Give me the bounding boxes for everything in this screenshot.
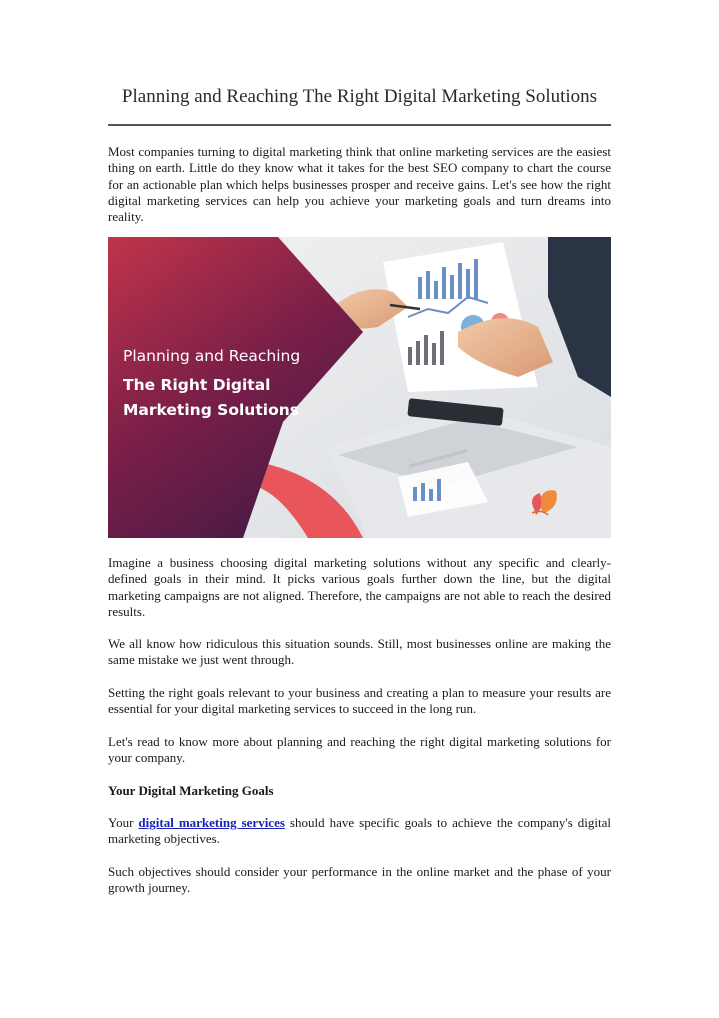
paragraph-read-more: Let's read to know more about planning and reaching the right digital marketing solutions for your company.	[108, 734, 611, 766]
paragraph-ridiculous: We all know how ridiculous this situation sounds. Still, most businesses online are making the same mistake we just went through.	[108, 636, 611, 668]
hero-title-line2: The Right Digital	[123, 376, 271, 394]
paragraph-text-after: should have specific goals to achieve the company's digital marketing objectives.	[108, 815, 611, 847]
digital-marketing-services-link[interactable]: digital marketing services	[138, 815, 285, 830]
hero-image	[108, 237, 611, 538]
paragraph-objectives: Such objectives should consider your performance in the online market and the phase of your growth journey.	[108, 864, 611, 896]
section-heading: Your Digital Marketing Goals	[108, 783, 274, 798]
paragraph-imagine: Imagine a business choosing digital marketing solutions without any specific and clearly-defined goals in their mind. It picks various goals further down the line, but the digital marketing campaigns are not aligned. Therefore, the campaigns are not able to reach the desired results.	[108, 555, 611, 619]
paragraph-setting-goals: Setting the right goals relevant to your business and creating a plan to measure your results are essential for your digital marketing services to succeed in the long run.	[108, 685, 611, 717]
intro-paragraph: Most companies turning to digital marketing think that online marketing services are the easiest thing on earth. Little do they know what it takes for the best SEO company to chart the course for an actionable plan which helps businesses prosper and receive gains. Let's see how the right digital marketing services can help you achieve your marketing goals and turn dreams into reality.	[108, 144, 611, 225]
hero-title-line3: Marketing Solutions	[123, 401, 299, 419]
paragraph-text-before: Your	[108, 815, 139, 830]
title-divider	[108, 124, 611, 126]
hero-title-line1: Planning and Reaching	[123, 347, 301, 365]
paragraph-your-services	[108, 815, 611, 848]
page-title: Planning and Reaching The Right Digital Marketing Solutions	[121, 86, 598, 107]
